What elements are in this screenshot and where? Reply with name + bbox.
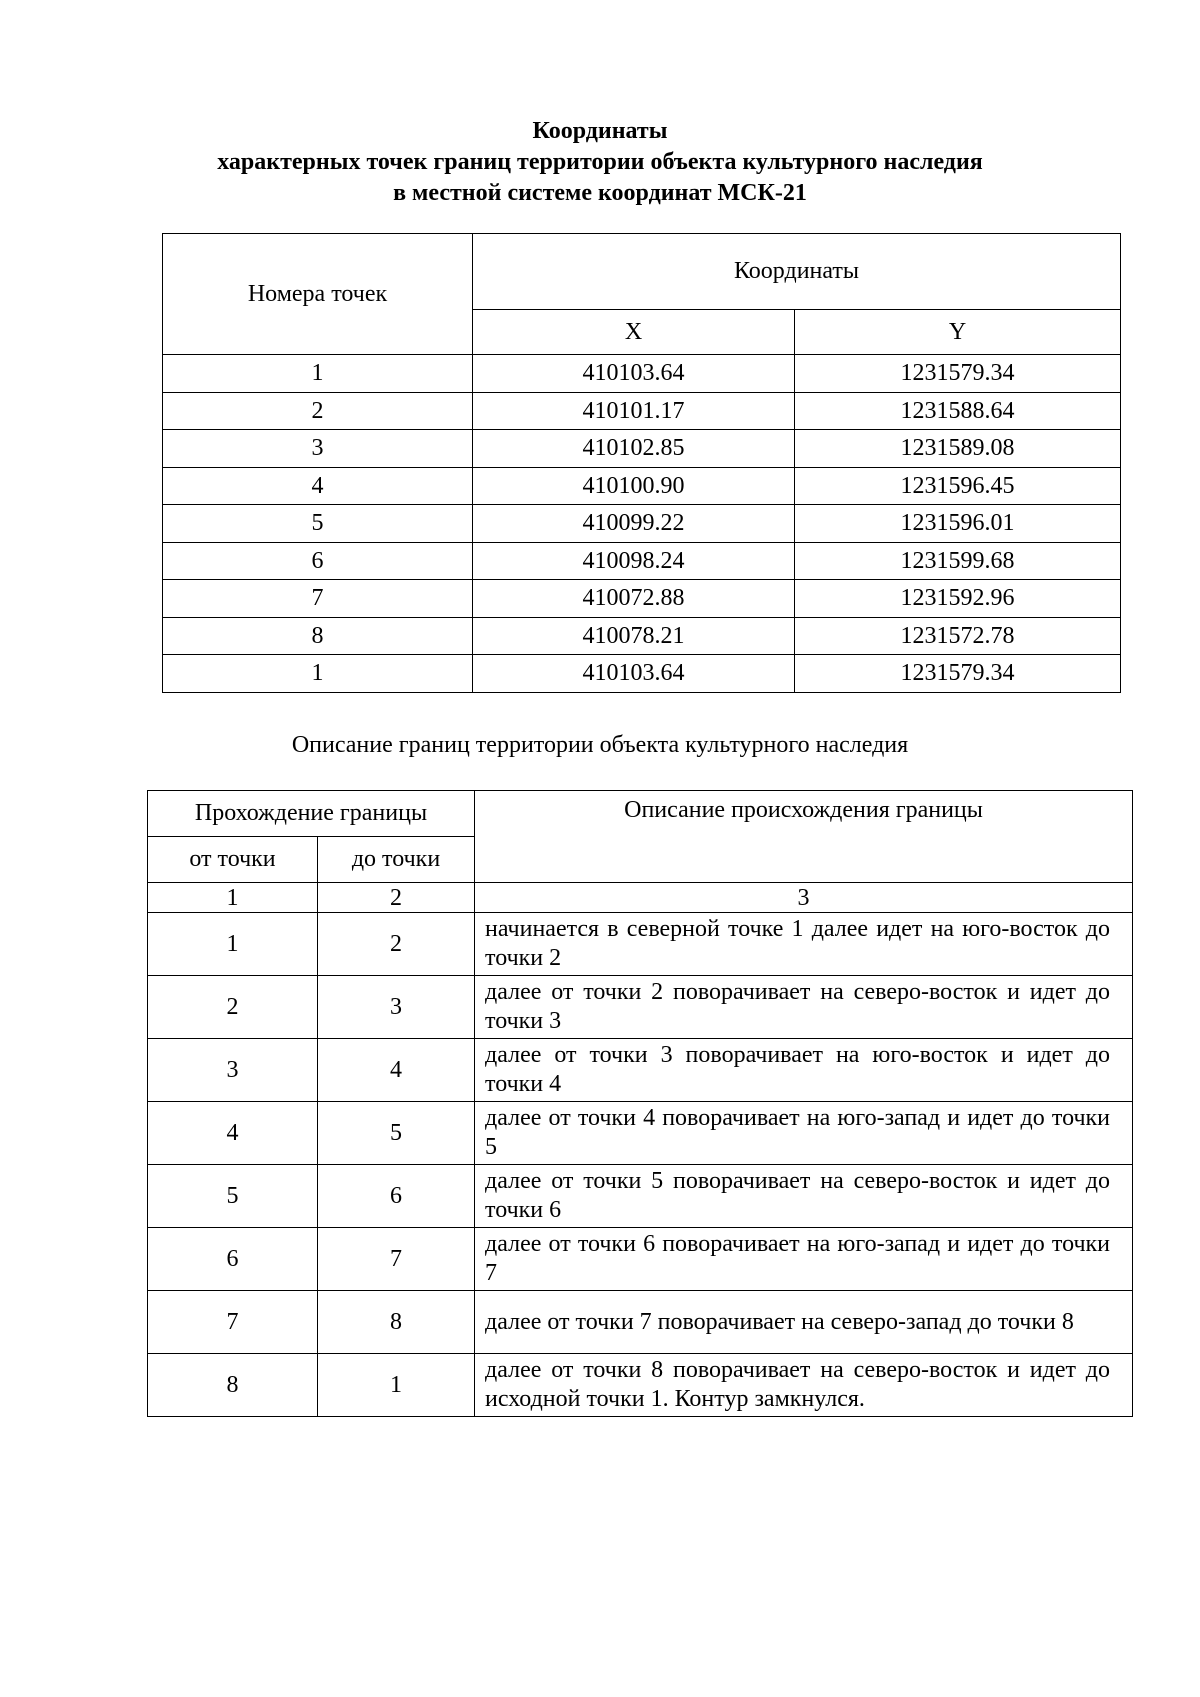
header-y: Y [795, 310, 1121, 355]
to-point: 8 [318, 1291, 475, 1354]
coord-x: 410103.64 [473, 655, 795, 693]
boundary-description: далее от точки 8 поворачивает на северо-восток и идет до исходной точки 1. Контур замкнулся. [475, 1354, 1133, 1417]
title-line-1: Координаты [532, 118, 668, 144]
table-row [148, 913, 1133, 976]
table-row [163, 542, 1121, 580]
coord-x: 410100.90 [473, 467, 795, 505]
boundary-description: далее от точки 4 поворачивает на юго-запад и идет до точки 5 [475, 1102, 1133, 1165]
table-row [163, 355, 1121, 393]
coordinates-table [162, 233, 1121, 693]
from-point: 3 [148, 1039, 318, 1102]
to-point: 5 [318, 1102, 475, 1165]
boundary-description: начинается в северной точке 1 далее идет на юго-восток до точки 2 [475, 913, 1133, 976]
coord-x: 410099.22 [473, 505, 795, 543]
table-row [163, 392, 1121, 430]
table-row [148, 1102, 1133, 1165]
from-point: 4 [148, 1102, 318, 1165]
to-point: 6 [318, 1165, 475, 1228]
coord-y: 1231589.08 [795, 430, 1121, 468]
boundary-description: далее от точки 7 поворачивает на северо-запад до точки 8 [475, 1291, 1133, 1354]
boundary-description: далее от точки 3 поворачивает на юго-восток и идет до точки 4 [475, 1039, 1133, 1102]
table-row [148, 1039, 1133, 1102]
table-row [163, 430, 1121, 468]
from-point: 2 [148, 976, 318, 1039]
coord-y: 1231596.45 [795, 467, 1121, 505]
column-number: 1 [148, 883, 318, 913]
coord-y: 1231599.68 [795, 542, 1121, 580]
column-number-row [148, 883, 1133, 913]
point-number: 7 [163, 580, 473, 618]
header-boundary-description: Описание происхождения границы [475, 791, 1133, 883]
to-point: 4 [318, 1039, 475, 1102]
header-point-numbers: Номера точек [163, 234, 473, 355]
document-title [0, 116, 1200, 209]
coord-y: 1231572.78 [795, 617, 1121, 655]
to-point: 1 [318, 1354, 475, 1417]
table-row [148, 1354, 1133, 1417]
boundary-description: далее от точки 2 поворачивает на северо-восток и идет до точки 3 [475, 976, 1133, 1039]
coord-y: 1231596.01 [795, 505, 1121, 543]
table-row [163, 505, 1121, 543]
column-number: 2 [318, 883, 475, 913]
header-x: X [473, 310, 795, 355]
boundary-description: далее от точки 6 поворачивает на юго-запад и идет до точки 7 [475, 1228, 1133, 1291]
coord-x: 410098.24 [473, 542, 795, 580]
table-row [148, 976, 1133, 1039]
from-point: 5 [148, 1165, 318, 1228]
from-point: 6 [148, 1228, 318, 1291]
boundary-description-table [147, 790, 1133, 1417]
to-point: 7 [318, 1228, 475, 1291]
coord-x: 410103.64 [473, 355, 795, 393]
coord-x: 410102.85 [473, 430, 795, 468]
coord-y: 1231579.34 [795, 355, 1121, 393]
table-row [163, 655, 1121, 693]
table-row [148, 1291, 1133, 1354]
table-row [163, 580, 1121, 618]
header-to-point: до точки [318, 837, 475, 883]
table-row [148, 1228, 1133, 1291]
header-coordinates: Координаты [473, 234, 1121, 310]
column-number: 3 [475, 883, 1133, 913]
header-boundary-passage: Прохождение границы [148, 791, 475, 837]
boundary-section-heading: Описание границ территории объекта культурного наследия [291, 732, 909, 758]
coord-y: 1231588.64 [795, 392, 1121, 430]
point-number: 8 [163, 617, 473, 655]
point-number: 3 [163, 430, 473, 468]
from-point: 7 [148, 1291, 318, 1354]
coord-x: 410072.88 [473, 580, 795, 618]
from-point: 8 [148, 1354, 318, 1417]
point-number: 1 [163, 655, 473, 693]
table-row [148, 1165, 1133, 1228]
table-row [163, 617, 1121, 655]
point-number: 4 [163, 467, 473, 505]
point-number: 1 [163, 355, 473, 393]
to-point: 2 [318, 913, 475, 976]
boundary-description: далее от точки 5 поворачивает на северо-восток и идет до точки 6 [475, 1165, 1133, 1228]
point-number: 2 [163, 392, 473, 430]
title-line-2: характерных точек границ территории объекта культурного наследия [217, 149, 983, 175]
point-number: 6 [163, 542, 473, 580]
from-point: 1 [148, 913, 318, 976]
to-point: 3 [318, 976, 475, 1039]
coord-y: 1231592.96 [795, 580, 1121, 618]
title-line-3: в местной системе координат МСК-21 [393, 180, 807, 206]
header-from-point: от точки [148, 837, 318, 883]
coord-x: 410078.21 [473, 617, 795, 655]
table-row [163, 467, 1121, 505]
point-number: 5 [163, 505, 473, 543]
coord-x: 410101.17 [473, 392, 795, 430]
coord-y: 1231579.34 [795, 655, 1121, 693]
